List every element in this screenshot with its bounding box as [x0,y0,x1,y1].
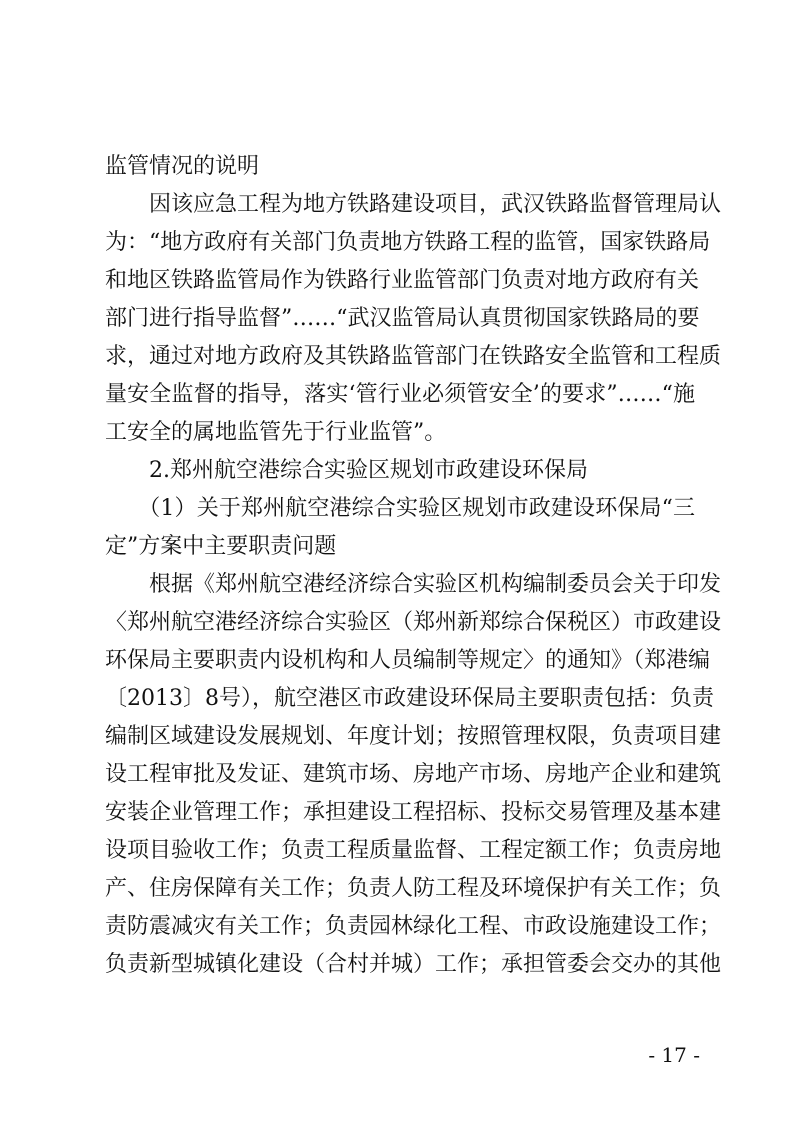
text-line-16: 编制区域建设发展规划、年度计划；按照管理权限，负责项目建 [105,724,722,749]
subsection-heading-1: （1）关于郑州航空港综合实验区规划市政建设环保局“三 [105,496,695,521]
text-line-1: 监管情况的说明 [105,154,260,179]
text-line-20: 产、住房保障有关工作；负责人防工程及环境保护有关工作；负 [105,876,722,901]
text-line-19: 设项目验收工作；负责工程质量监督、工程定额工作；负责房地 [105,838,722,863]
text-line-21: 责防震减灾有关工作；负责园林绿化工程、市政设施建设工作； [105,914,722,939]
page-number: - 17 - [648,1043,700,1067]
section-heading-2: 2.郑州航空港综合实验区规划市政建设环保局 [105,458,588,483]
text-line-5: 部门进行指导监督”……“武汉监管局认真贯彻国家铁路局的要 [105,306,700,331]
text-line-14: 环保局主要职责内设机构和人员编制等规定〉的通知》（郑港编 [105,648,711,673]
subsection-heading-1-cont: 定”方案中主要职责问题 [105,534,337,559]
text-line-7: 量安全监督的指导，落实‘管行业必须管安全’的要求”……“施 [105,382,695,407]
text-line-12: 根据《郑州航空港经济综合实验区机构编制委员会关于印发 [105,572,722,597]
text-line-8: 工安全的属地监管先于行业监管”。 [105,420,447,445]
text-line-6: 求，通过对地方政府及其铁路监管部门在铁路安全监管和工程质 [105,344,722,369]
text-line-18: 安装企业管理工作；承担建设工程招标、投标交易管理及基本建 [105,800,722,825]
text-line-4: 和地区铁路监管局作为铁路行业监管部门负责对地方政府有关 [105,268,700,293]
text-line-15: 〔2013〕8号），航空港区市政建设环保局主要职责包括：负责 [105,686,714,711]
text-line-17: 设工程审批及发证、建筑市场、房地产市场、房地产企业和建筑 [105,762,722,787]
text-line-22: 负责新型城镇化建设（合村并城）工作；承担管委会交办的其他 [105,952,722,977]
text-line-2: 因该应急工程为地方铁路建设项目，武汉铁路监督管理局认 [105,192,722,217]
text-line-3: 为：“地方政府有关部门负责地方铁路工程的监管，国家铁路局 [105,230,711,255]
text-line-13: 〈郑州航空港经济综合实验区（郑州新郑综合保税区）市政建设 [105,610,722,635]
